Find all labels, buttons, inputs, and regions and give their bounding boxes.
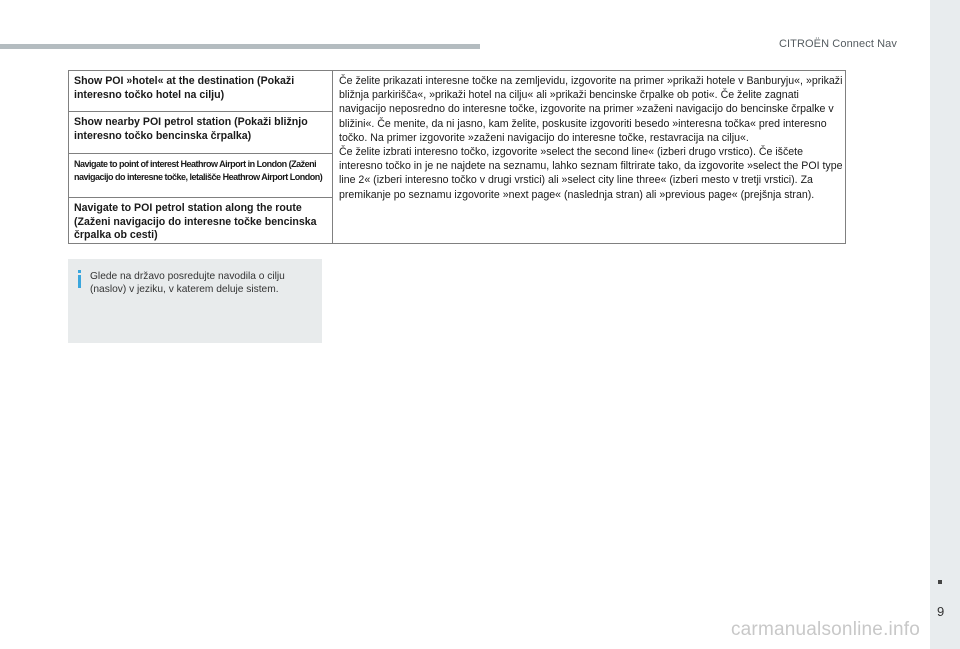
voice-command-table	[68, 70, 846, 244]
page-number: 9	[937, 604, 945, 619]
description-paragraph: Če želite izbrati interesno točko, izgovorite »select the second line« (izberi drugo vrstico). Če iščete interesno točko in je ne najdete na seznamu, lahko seznam filtrirate tako, da izgovorite »select the POI type line 2« (izberi interesno točko v drugi vrstici) ali »select city line three« (izberi mesto v tretji vrstici). Za premikanje po seznamu izgovorite »next page« (naslednja stran) ali »previous page« (prejšnja stran).	[339, 146, 843, 201]
watermark: carmanualsonline.info	[730, 619, 920, 640]
header-rule	[0, 44, 480, 49]
command-cell: Show POI »hotel« at the destination (Pokaži interesno točko hotel na cilju)	[74, 75, 295, 101]
page-marker	[938, 580, 942, 584]
note-box	[68, 259, 322, 343]
command-cell: Show nearby POI petrol station (Pokaži bližnjo interesno točko bencinska črpalka)	[69, 111, 332, 153]
command-column	[69, 71, 333, 243]
note-text: Glede na državo posredujte navodila o cilju (naslov) v jeziku, v katerem deluje sistem.	[90, 271, 285, 296]
side-strip	[930, 0, 960, 649]
command-cell: Navigate to point of interest Heathrow Airport in London (Zaženi navigacijo do interesne točke, letališče Heathrow Airport London)	[69, 153, 332, 197]
description-paragraph: Če želite prikazati interesne točke na zemljevidu, izgovorite na primer »prikaži hotele v Banburyju«, »prikaži bližnja parkirišča«, »prikaži hotel na cilju« ali »prikaži bencinske črpalke ob poti«. Če želite zagnati navigacijo neposredno do interesne točke, izgovorite na primer »zaženi navigacijo do bencinske črpalke v bližini«. Če menite, da ni jasno, kam želite, poskusite izgovoriti besedo »interesna točka« pred interesno točko. Na primer izgovorite »zaženi navigacijo do interesne točke, restavracija na cilju«.	[339, 75, 843, 144]
description-column	[339, 74, 843, 202]
command-cell: Navigate to POI petrol station along the route (Zaženi navigacijo do interesne točke bencinska črpalka ob cesti)	[69, 197, 332, 245]
header-title: CITROËN Connect Nav	[778, 38, 897, 50]
